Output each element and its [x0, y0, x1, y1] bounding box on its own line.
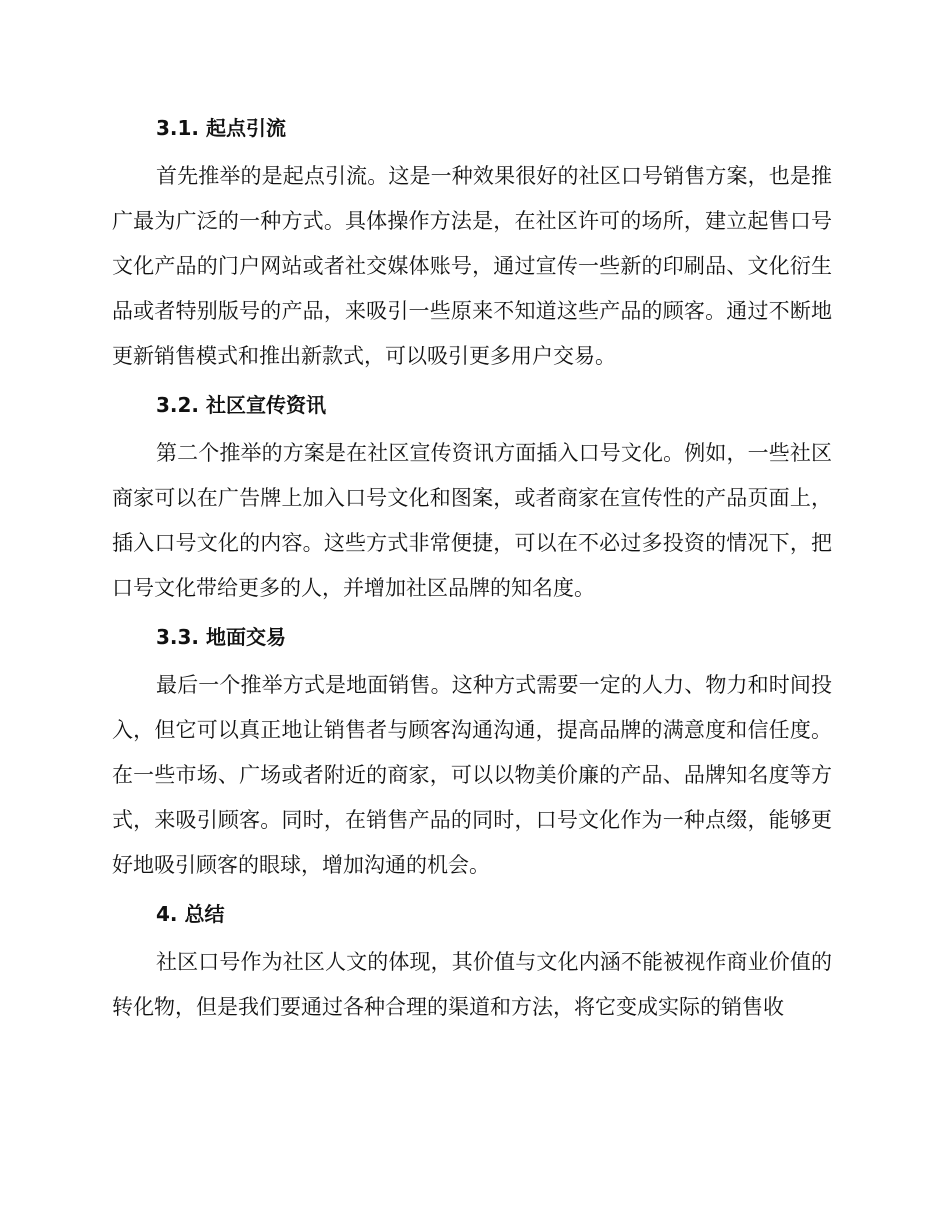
section-heading-3-3: 3.3. 地面交易	[156, 625, 286, 649]
section-heading-3-1: 3.1. 起点引流	[156, 116, 286, 140]
section-heading-3-2: 3.2. 社区宣传资讯	[156, 393, 326, 417]
section-paragraph-3-1: 首先推举的是起点引流。这是一种效果很好的社区口号销售方案，也是推广最为广泛的一种方式。具体操作方法是，在社区许可的场所，建立起售口号文化产品的门户网站或者社交媒体账号，通过宣传一些新的印刷品、文化衍生品或者特别版号的产品，来吸引一些原来不知道这些产品的顾客。通过不断地更新销售模式和推出新款式，可以吸引更多用户交易。	[112, 164, 832, 368]
section-paragraph-4: 社区口号作为社区人文的体现，其价值与文化内涵不能被视作商业价值的转化物，但是我们要通过各种合理的渠道和方法，将它变成实际的销售收	[112, 950, 832, 1019]
section-paragraph-3-2: 第二个推举的方案是在社区宣传资讯方面插入口号文化。例如，一些社区商家可以在广告牌上加入口号文化和图案，或者商家在宣传性的产品页面上，插入口号文化的内容。这些方式非常便捷，可以在不必过多投资的情况下，把口号文化带给更多的人，并增加社区品牌的知名度。	[112, 441, 832, 600]
section-paragraph-3-3: 最后一个推举方式是地面销售。这种方式需要一定的人力、物力和时间投入，但它可以真正地让销售者与顾客沟通沟通，提高品牌的满意度和信任度。在一些市场、广场或者附近的商家，可以以物美价廉的产品、品牌知名度等方式，来吸引顾客。同时，在销售产品的同时，口号文化作为一种点缀，能够更好地吸引顾客的眼球，增加沟通的机会。	[112, 673, 832, 877]
section-heading-4: 4. 总结	[156, 902, 225, 926]
document-body	[112, 106, 832, 1034]
